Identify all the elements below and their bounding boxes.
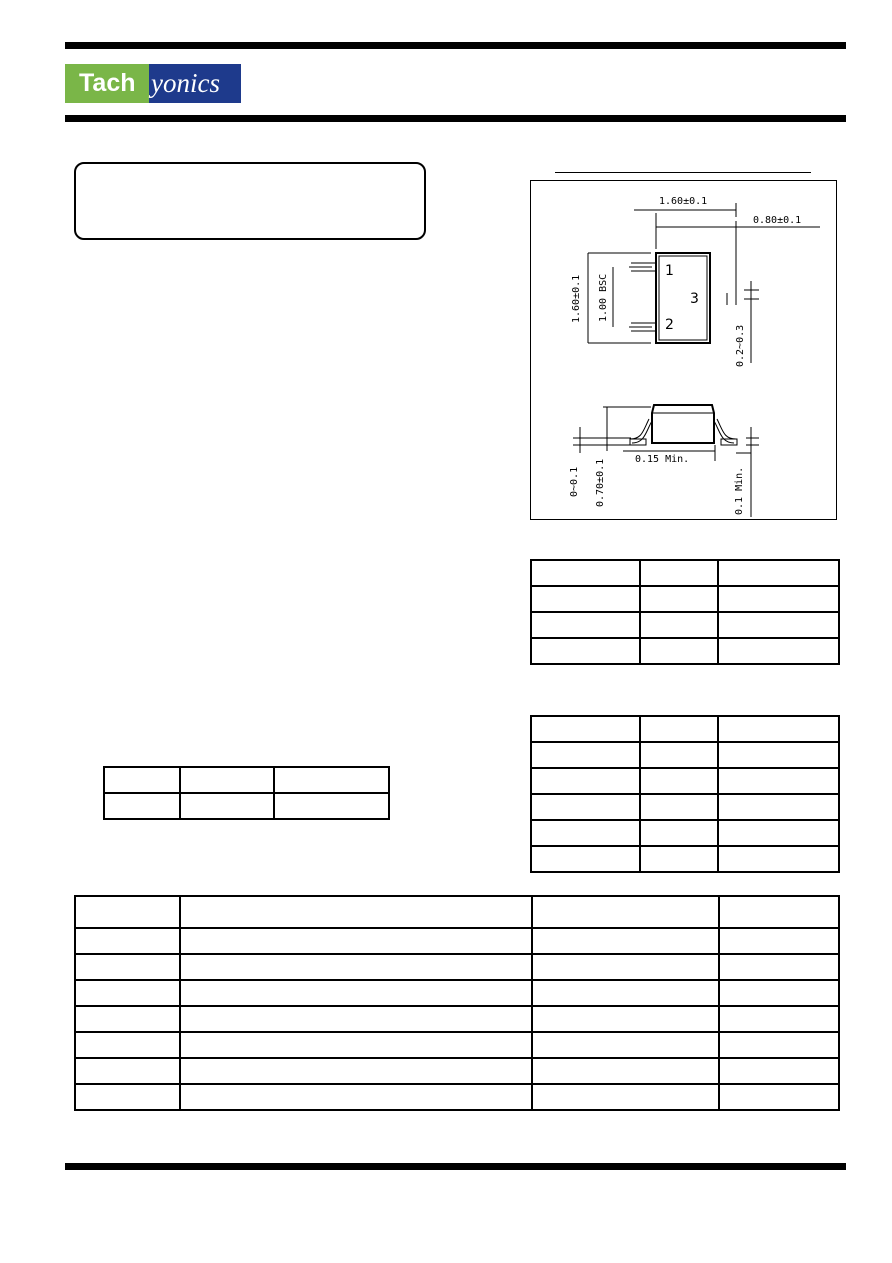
table-cell — [75, 928, 180, 954]
table-cell — [531, 612, 640, 638]
table-cell — [180, 793, 274, 819]
table-cell — [532, 980, 719, 1006]
table-cell — [180, 1084, 532, 1110]
dim-width-label: 1.60±0.1 — [659, 196, 708, 207]
table-cell — [640, 638, 718, 664]
pin-2-label: 2 — [665, 317, 674, 333]
table-cell — [531, 716, 640, 742]
table-cell — [180, 767, 274, 793]
table-cell — [718, 846, 839, 872]
table-cell — [640, 560, 718, 586]
package-outline-drawing — [530, 180, 837, 520]
table-cell — [75, 1058, 180, 1084]
footer-rule — [65, 1163, 846, 1170]
table-cell — [718, 820, 839, 846]
dim-foot-label: 0.1 Min. — [734, 466, 745, 515]
table-cell — [719, 928, 839, 954]
package-title-underline — [555, 172, 811, 173]
table-cell — [531, 638, 640, 664]
logo-blue-part: y onics — [149, 64, 241, 103]
dim-lead-width-label: 0.80±0.1 — [753, 215, 802, 226]
table-cell — [75, 1032, 180, 1058]
table-cell — [719, 980, 839, 1006]
table-cell — [104, 793, 180, 819]
table-cell — [180, 1006, 532, 1032]
dim-thickness-label: 0.70±0.1 — [595, 458, 606, 507]
table-cell — [718, 768, 839, 794]
table-cell — [718, 586, 839, 612]
table-cell — [75, 1006, 180, 1032]
table-cell — [718, 716, 839, 742]
table-cell — [718, 638, 839, 664]
dim-pitch-label: 1.00 BSC — [598, 273, 609, 322]
table-cell — [531, 846, 640, 872]
table-cell — [719, 954, 839, 980]
table-cell — [532, 954, 719, 980]
pin-3-label: 3 — [690, 291, 699, 307]
table-cell — [180, 980, 532, 1006]
table-cell — [531, 820, 640, 846]
table-cell — [640, 794, 718, 820]
table-cell — [531, 586, 640, 612]
table-cell — [719, 1006, 839, 1032]
table-d — [74, 895, 840, 1111]
table-cell — [180, 1032, 532, 1058]
table-cell — [640, 716, 718, 742]
table-cell — [640, 742, 718, 768]
dim-standoff-label: 0~0.1 — [569, 466, 580, 497]
table-a — [530, 559, 840, 665]
table-cell — [532, 896, 719, 928]
table-cell — [719, 1058, 839, 1084]
table-cell — [180, 896, 532, 928]
table-cell — [718, 612, 839, 638]
pin-1-label: 1 — [665, 263, 674, 279]
table-cell — [531, 768, 640, 794]
table-b — [530, 715, 840, 873]
table-cell — [532, 1058, 719, 1084]
table-cell — [531, 560, 640, 586]
table-cell — [532, 1084, 719, 1110]
logo-green-part: Tach — [65, 64, 149, 103]
table-cell — [75, 954, 180, 980]
table-c — [103, 766, 390, 820]
table-cell — [531, 742, 640, 768]
table-cell — [640, 586, 718, 612]
part-title-box — [74, 162, 426, 240]
table-cell — [180, 1058, 532, 1084]
table-cell — [718, 560, 839, 586]
table-cell — [104, 767, 180, 793]
table-cell — [75, 980, 180, 1006]
table-cell — [75, 896, 180, 928]
table-cell — [531, 794, 640, 820]
header-rule — [65, 115, 846, 122]
dim-min-span-label: 0.15 Min. — [635, 454, 690, 465]
table-cell — [718, 794, 839, 820]
table-cell — [180, 928, 532, 954]
table-cell — [719, 896, 839, 928]
table-cell — [640, 768, 718, 794]
top-rule — [65, 42, 846, 49]
table-cell — [274, 767, 389, 793]
table-cell — [75, 1084, 180, 1110]
table-cell — [274, 793, 389, 819]
table-cell — [180, 954, 532, 980]
table-cell — [532, 1032, 719, 1058]
table-cell — [640, 846, 718, 872]
table-cell — [532, 928, 719, 954]
table-cell — [719, 1032, 839, 1058]
table-cell — [640, 612, 718, 638]
tachyonics-logo — [65, 64, 241, 103]
table-cell — [719, 1084, 839, 1110]
table-cell — [640, 820, 718, 846]
dim-lead-length-label: 0.2~0.3 — [735, 324, 746, 367]
dim-height-label: 1.60±0.1 — [571, 274, 582, 323]
table-cell — [532, 1006, 719, 1032]
table-cell — [718, 742, 839, 768]
